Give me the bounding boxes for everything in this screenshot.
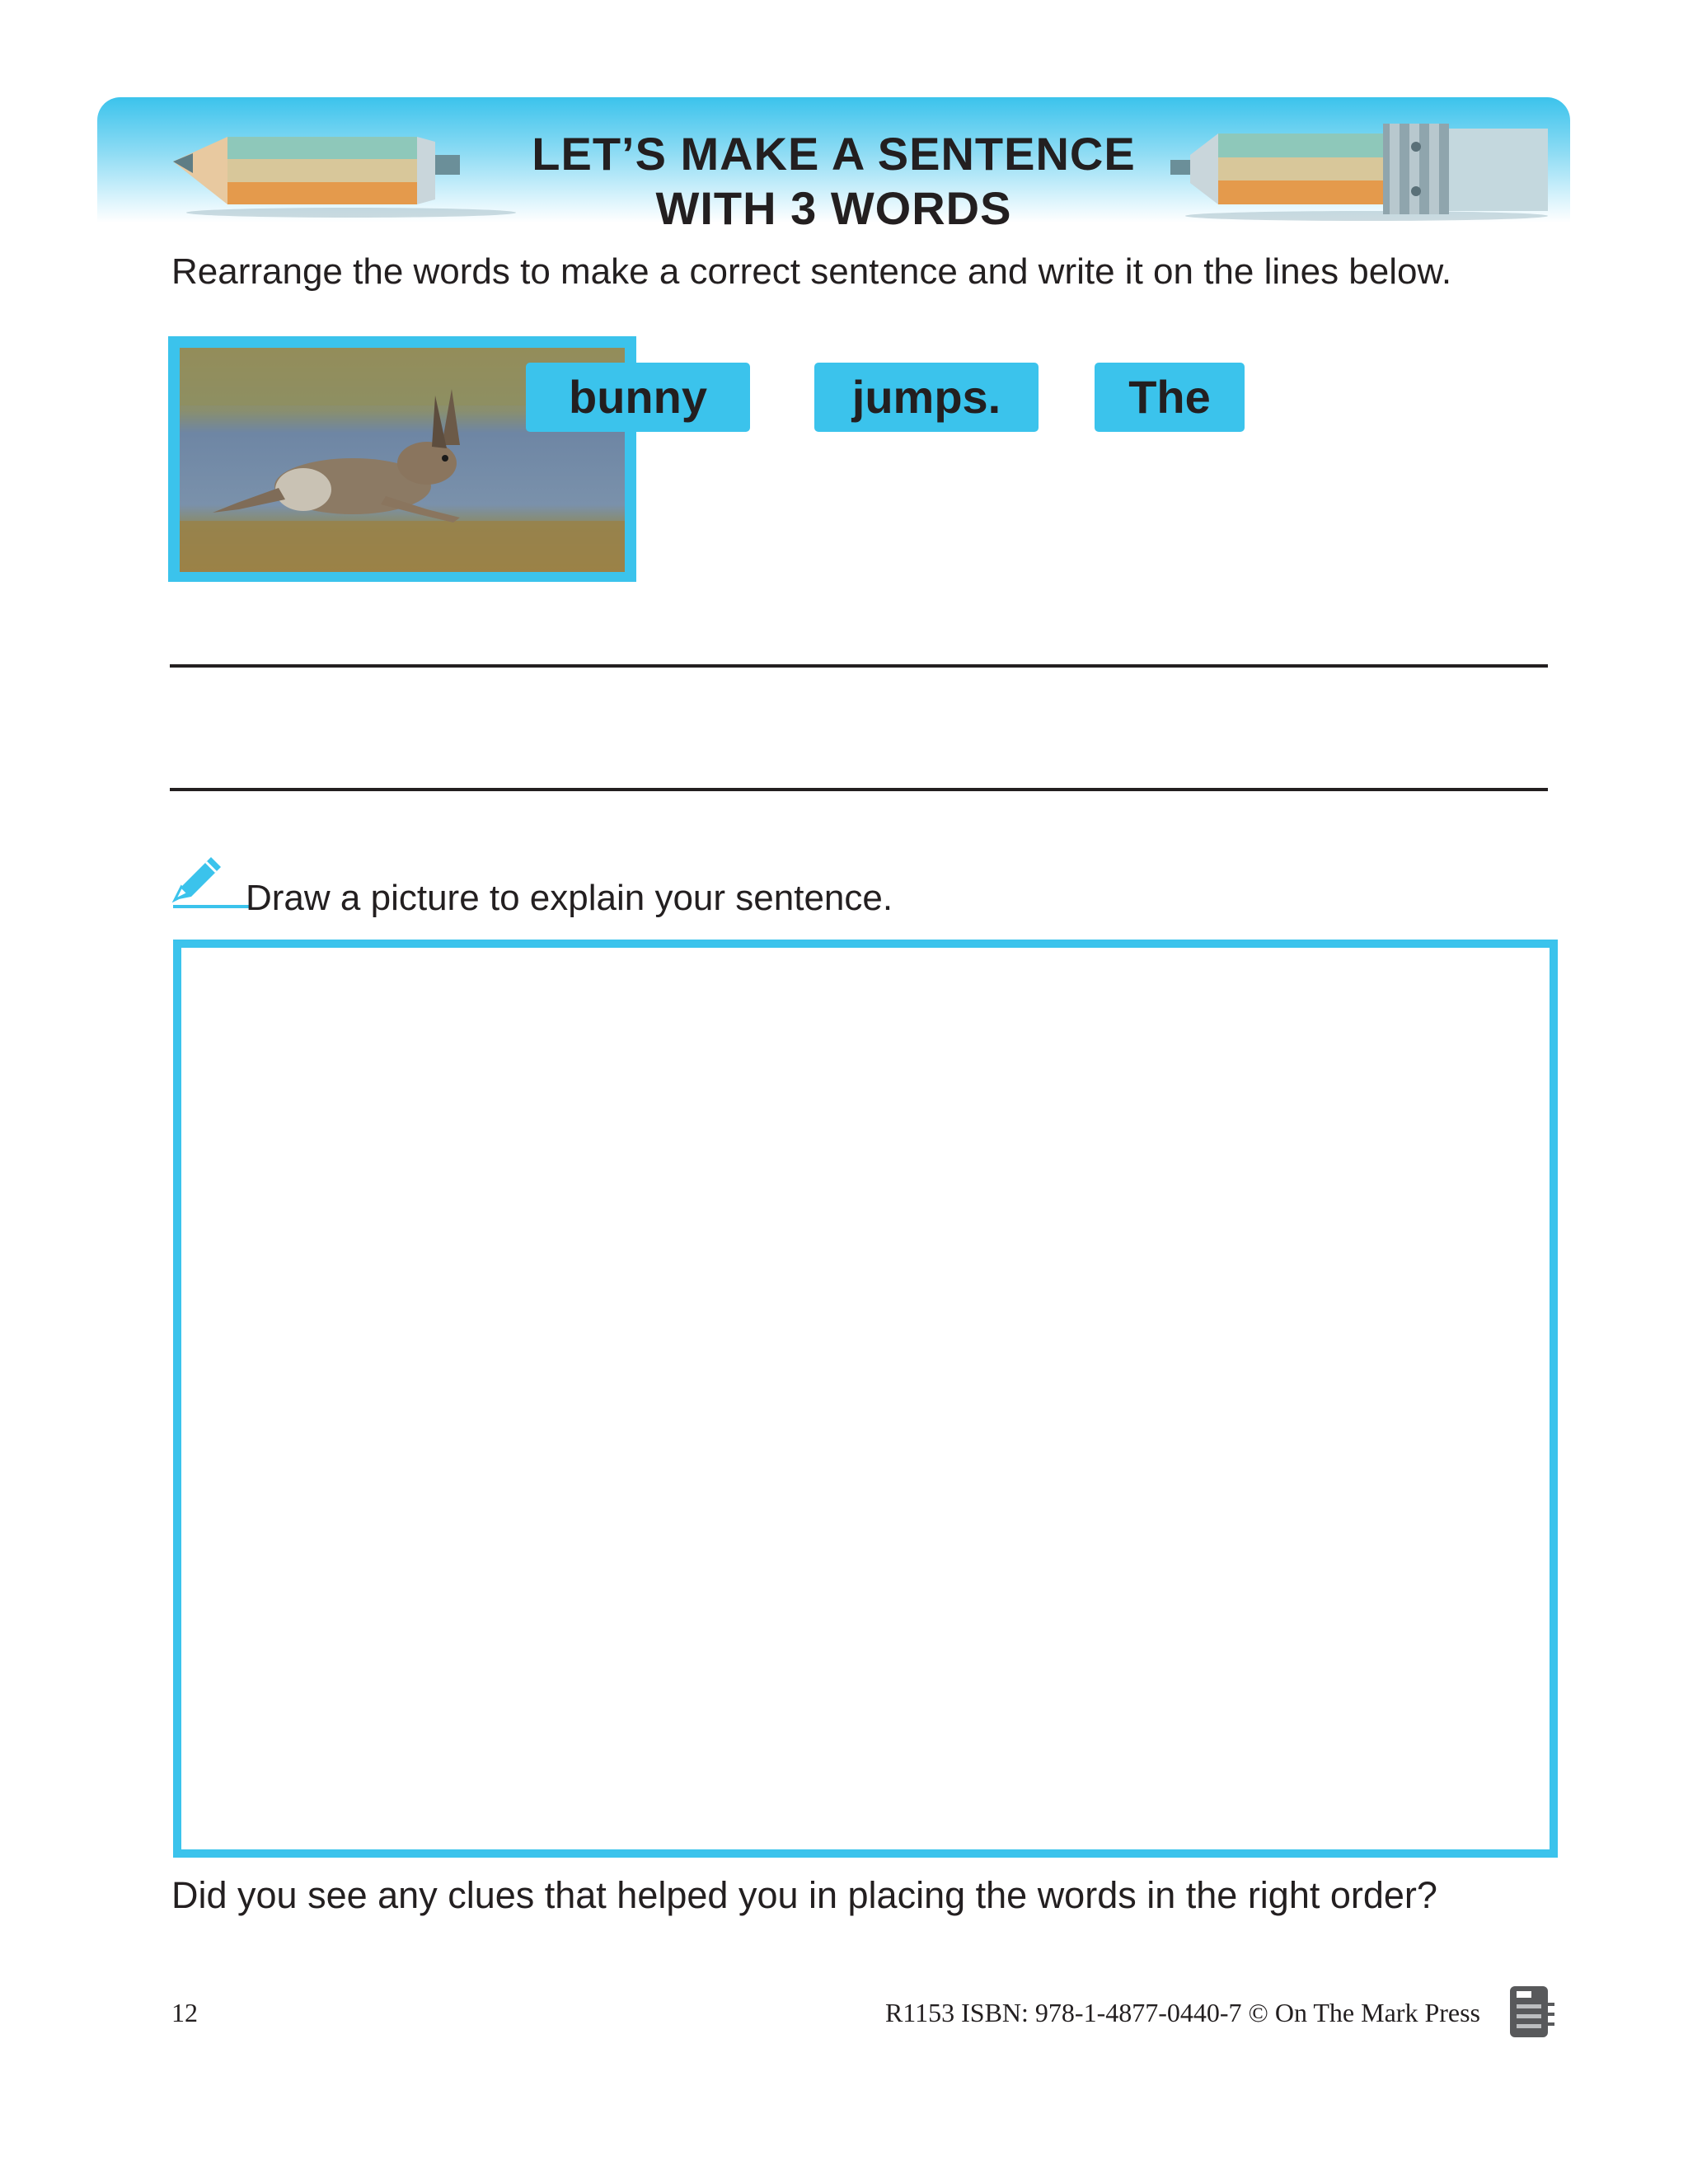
instruction-text: Rearrange the words to make a correct sentence and write it on the lines below.	[171, 251, 1452, 292]
title-line-2: WITH 3 WORDS	[655, 182, 1012, 234]
question-text: Did you see any clues that helped you in placing the words in the right order?	[171, 1874, 1437, 1916]
footer-credit: R1153 ISBN: 978-1-4877-0440-7 © On The Mark Press	[884, 1998, 1480, 2027]
draw-prompt-text: Draw a picture to explain your sentence.	[246, 878, 893, 918]
page-number: 12	[171, 1998, 198, 2027]
word-tile-bunny[interactable]: bunny	[526, 363, 750, 432]
book-stack-icon	[1507, 1985, 1558, 2039]
pencil-right-icon	[1169, 114, 1564, 223]
pencil-left-icon	[170, 120, 532, 219]
header-banner	[97, 97, 1570, 234]
title-line-1: LET’S MAKE A SENTENCE	[532, 128, 1136, 180]
pencil-icon	[170, 852, 249, 912]
answer-line-1[interactable]	[170, 664, 1548, 668]
drawing-area[interactable]	[173, 940, 1558, 1858]
word-tile-jumps[interactable]: jumps.	[814, 363, 1039, 432]
word-tile-the[interactable]: The	[1095, 363, 1245, 432]
answer-line-2[interactable]	[170, 788, 1548, 791]
page-title	[509, 127, 1158, 236]
